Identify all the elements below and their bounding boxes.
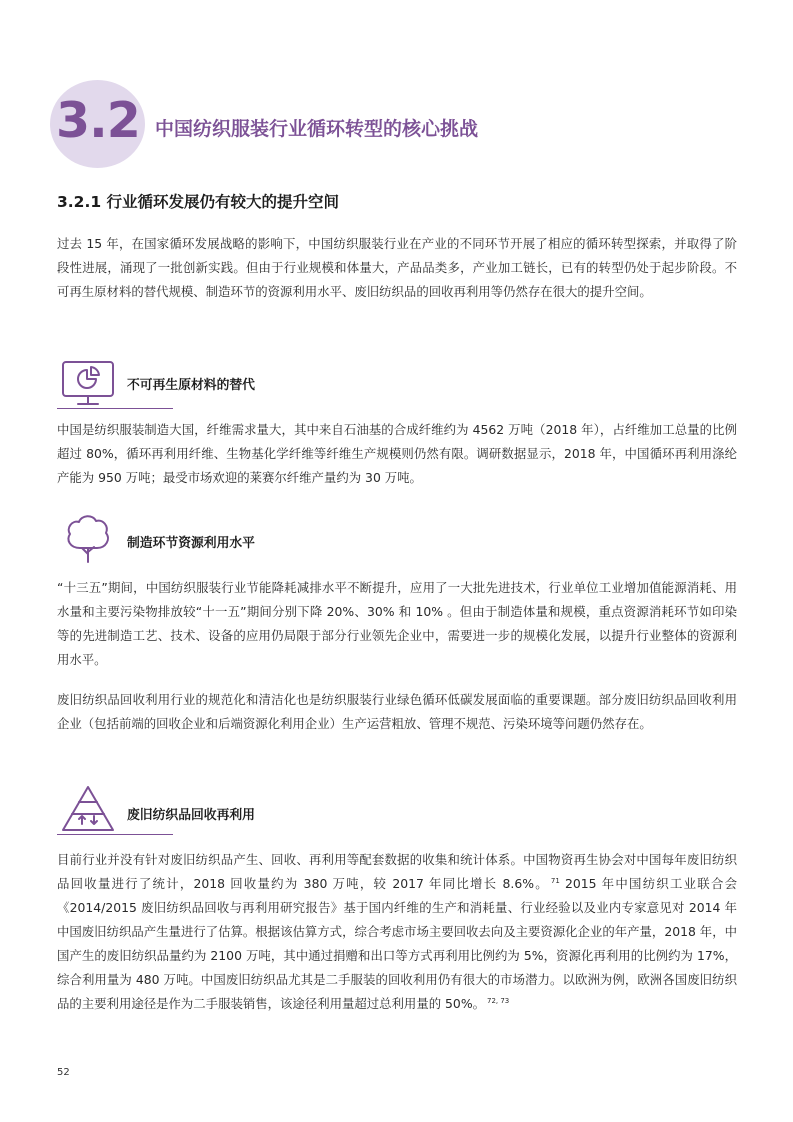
page-number: 52 (57, 1067, 70, 1078)
tree-icon (60, 512, 116, 564)
topic-label-raw-materials: 不可再生原材料的替代 (127, 378, 255, 393)
topic-divider (57, 834, 173, 835)
topic-divider (57, 408, 173, 409)
intro-paragraph: 过去 15 年，在国家循环发展战略的影响下，中国纺织服装行业在产业的不同环节开展了相应的循环转型探索，并取得了阶段性进展，涌现了一批创新实践。但由于行业规模和体量大，产品品类多，产业加工链长，已有的转型仍处于起步阶段。不可再生原材料的替代规模、制造环节的资源利用水平、废旧纺织品的回收再利用等仍然存在很大的提升空间。 (57, 236, 737, 299)
paragraph-text-part: 2015 年中国纺织工业联合会《2014/2015 废旧纺织品回收与再利用研究报告》基于国内纤维的生产和消耗量、行业经验以及业内专家意见对 2014 年中国废旧纺织品产生量进行了估算。根据该估算方式，综合考虑市场主要回收去向及主要资源化企业的年产量，2018 年，中国产生的废旧纺织品量约为 2100 万吨，其中通过捐赠和出口等方式再利用比例约为 5%，资源化再利用的比例约为 17%，综合利用量为 480 万吨。中国废旧纺织品尤其是二手服装的回收利用仍有很大的市场潜力。以欧洲为例，欧洲各国废旧纺织品的主要利用途径是作为二手服装销售，该途径利用量超过总利用量的 50%。 (57, 876, 737, 1011)
footnote-ref: 71 (550, 876, 560, 885)
section-number: 3.2 (56, 92, 140, 149)
topic-paragraph-raw-materials: 中国是纺织服装制造大国，纤维需求量大，其中来自石油基的合成纤维约为 4562 万吨（2018 年），占纤维加工总量的比例超过 80%，循环再利用纤维、生物基化学纤维等纤维生产规模则仍然有限。调研数据显示，2018 年，中国循环再利用涤纶产能为 950 万吨；最受市场欢迎的莱赛尔纤维产量约为 30 万吨。 (57, 422, 737, 485)
topic-label-manufacturing: 制造环节资源利用水平 (127, 536, 255, 551)
topic-paragraph-manufacturing: “十三五”期间，中国纺织服装行业节能降耗减排水平不断提升，应用了一大批先进技术，行业单位工业增加值能源消耗、用水量和主要污染物排放较“十一五”期间分别下降 20%、30% 和 10% 。但由于制造体量和规模，重点资源消耗环节如印染等的先进制造工艺、技术、设备的应用仍局限于部分行业领先企业中，需要进一步的规模化发展，以提升行业整体的资源利用水平。 (57, 580, 737, 667)
topic-paragraph-textile-recycling (57, 848, 737, 1016)
section-title: 中国纺织服装行业循环转型的核心挑战 (155, 118, 479, 140)
paragraph-text-part: 目前行业并没有针对废旧纺织品产生、回收、再利用等配套数据的收集和统计体系。中国物资再生协会对中国每年废旧纺织品回收量进行了统计，2018 回收量约为 380 万吨，较 2017 年同比增长 8.6%。 (57, 852, 737, 891)
subsection-heading: 3.2.1 行业循环发展仍有较大的提升空间 (57, 193, 340, 211)
recycle-pyramid-icon (60, 784, 116, 836)
footnote-ref: 72, 73 (486, 996, 510, 1005)
pie-chart-monitor-icon (60, 358, 116, 410)
topic-paragraph-recycling-industry: 废旧纺织品回收利用行业的规范化和清洁化也是纺织服装行业绿色循环低碳发展面临的重要课题。部分废旧纺织品回收利用企业（包括前端的回收企业和后端资源化利用企业）生产运营粗放、管理不规范、污染环境等问题仍然存在。 (57, 692, 737, 731)
topic-label-textile-recycling: 废旧纺织品回收再利用 (127, 808, 255, 823)
